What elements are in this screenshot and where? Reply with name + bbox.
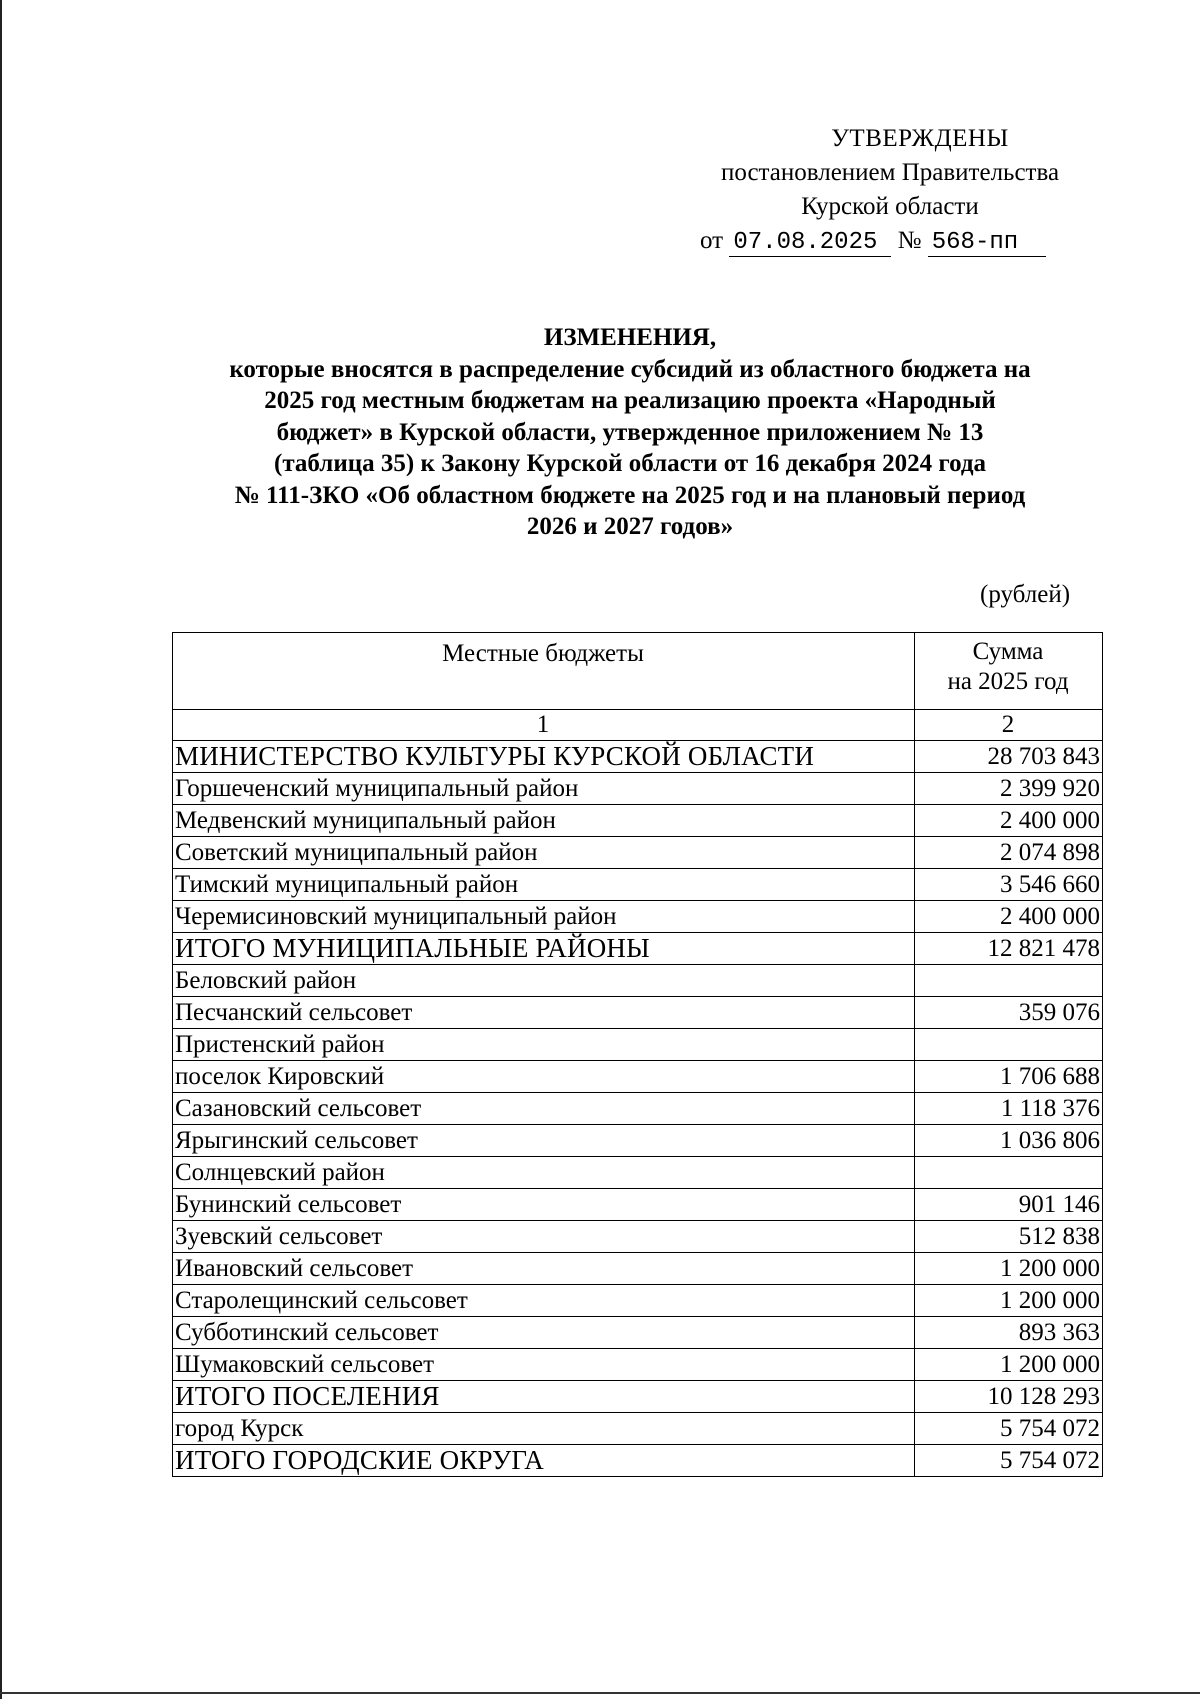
budget-amount-cell: 1 200 000 (915, 1285, 1103, 1317)
scan-edge-left (0, 0, 2, 1699)
approval-title: УТВЕРЖДЕНЫ (831, 125, 1009, 152)
budget-name-cell: Ивановский сельсовет (173, 1253, 915, 1285)
title-heading: ИЗМЕНЕНИЯ, (543, 324, 717, 351)
title-line: 2025 год местным бюджетам на реализацию проекта «Народный (264, 387, 996, 414)
table-row (173, 1125, 1103, 1157)
date-prefix: от (700, 227, 724, 254)
approval-block (660, 122, 1120, 258)
table-row (173, 1157, 1103, 1189)
table-row (173, 1221, 1103, 1253)
table-row (173, 1253, 1103, 1285)
budget-name-cell: Сазановский сельсовет (173, 1093, 915, 1125)
budget-name-cell: Песчанский сельсовет (173, 997, 915, 1029)
approval-date-number (660, 224, 1120, 258)
budget-amount-cell: 12 821 478 (915, 933, 1103, 965)
budget-amount-cell (915, 1029, 1103, 1061)
budget-amount-cell: 2 400 000 (915, 901, 1103, 933)
table-row (173, 1381, 1103, 1413)
budget-name-cell: Пристенский район (173, 1029, 915, 1061)
approval-date: 07.08.2025 (729, 230, 891, 257)
budget-amount-cell: 2 074 898 (915, 837, 1103, 869)
budget-amount-cell: 901 146 (915, 1189, 1103, 1221)
table-row (173, 933, 1103, 965)
budget-amount-cell: 1 706 688 (915, 1061, 1103, 1093)
table-row (173, 1093, 1103, 1125)
units-label: (рублей) (980, 581, 1071, 608)
budget-name-cell: Черемисиновский муниципальный район (173, 901, 915, 933)
table-row (173, 997, 1103, 1029)
budget-amount-cell (915, 965, 1103, 997)
table-row (173, 773, 1103, 805)
budget-name-cell: поселок Кировский (173, 1061, 915, 1093)
table-row (173, 901, 1103, 933)
table-row (173, 1285, 1103, 1317)
budget-name-cell: Солнцевский район (173, 1157, 915, 1189)
document-title (150, 322, 1110, 543)
budget-amount-cell: 1 200 000 (915, 1253, 1103, 1285)
budget-name-cell: ИТОГО МУНИЦИПАЛЬНЫЕ РАЙОНЫ (173, 933, 915, 965)
index-col-1: 1 (173, 710, 915, 741)
budget-name-cell: Бунинский сельсовет (173, 1189, 915, 1221)
budget-amount-cell: 2 399 920 (915, 773, 1103, 805)
table-row (173, 1317, 1103, 1349)
approval-number: 568-пп (928, 230, 1046, 257)
index-col-2: 2 (915, 710, 1103, 741)
budget-amount-cell: 28 703 843 (915, 741, 1103, 773)
approval-line-resolution: постановлением Правительства (720, 159, 1060, 186)
scan-edge-bottom (0, 1692, 1200, 1694)
table-row (173, 837, 1103, 869)
table-row (173, 805, 1103, 837)
header-sum (915, 633, 1103, 710)
title-line: (таблица 35) к Закону Курской области от 16 декабря 2024 года (274, 450, 986, 477)
approval-line-region: Курской области (801, 193, 979, 220)
budget-name-cell: Тимский муниципальный район (173, 869, 915, 901)
table-index-row (173, 710, 1103, 741)
table-row (173, 1029, 1103, 1061)
budget-amount-cell: 1 200 000 (915, 1349, 1103, 1381)
header-sum-line2: на 2025 год (947, 668, 1069, 695)
title-line: бюджет» в Курской области, утвержденное приложением № 13 (276, 418, 984, 446)
table-row (173, 965, 1103, 997)
budget-name-cell: ИТОГО ПОСЕЛЕНИЯ (173, 1381, 915, 1413)
title-line: № 111-ЗКО «Об областном бюджете на 2025 год и на плановый период (234, 481, 1026, 509)
table-row (173, 1189, 1103, 1221)
budget-amount-cell: 5 754 072 (915, 1445, 1103, 1477)
budget-name-cell: Медвенский муниципальный район (173, 805, 915, 837)
budget-amount-cell: 1 118 376 (915, 1093, 1103, 1125)
header-local-budgets: Местные бюджеты (173, 633, 915, 710)
table-body (173, 741, 1103, 1477)
table-row (173, 1349, 1103, 1381)
header-sum-line1: Сумма (972, 638, 1044, 665)
budget-amount-cell (915, 1157, 1103, 1189)
title-line: 2026 и 2027 годов» (526, 513, 734, 540)
budget-amount-cell: 2 400 000 (915, 805, 1103, 837)
budget-amount-cell: 893 363 (915, 1317, 1103, 1349)
budget-amount-cell: 512 838 (915, 1221, 1103, 1253)
table-row (173, 1445, 1103, 1477)
budget-amount-cell: 10 128 293 (915, 1381, 1103, 1413)
budget-name-cell: Шумаковский сельсовет (173, 1349, 915, 1381)
budget-amount-cell: 3 546 660 (915, 869, 1103, 901)
table-row (173, 741, 1103, 773)
budget-name-cell: город Курск (173, 1413, 915, 1445)
table-header-row (173, 633, 1103, 710)
budget-name-cell: Советский муниципальный район (173, 837, 915, 869)
budget-amount-cell: 1 036 806 (915, 1125, 1103, 1157)
budget-table (172, 632, 1103, 1477)
budget-amount-cell: 359 076 (915, 997, 1103, 1029)
budget-name-cell: Зуевский сельсовет (173, 1221, 915, 1253)
budget-name-cell: МИНИСТЕРСТВО КУЛЬТУРЫ КУРСКОЙ ОБЛАСТИ (173, 741, 915, 773)
budget-name-cell: Беловский район (173, 965, 915, 997)
budget-name-cell: ИТОГО ГОРОДСКИЕ ОКРУГА (173, 1445, 915, 1477)
title-line: которые вносятся в распределение субсидий из областного бюджета на (229, 355, 1031, 383)
table-row (173, 1413, 1103, 1445)
budget-name-cell: Старолещинский сельсовет (173, 1285, 915, 1317)
budget-amount-cell: 5 754 072 (915, 1413, 1103, 1445)
number-prefix: № (897, 227, 922, 254)
table-row (173, 1061, 1103, 1093)
budget-name-cell: Горшеченский муниципальный район (173, 773, 915, 805)
budget-name-cell: Субботинский сельсовет (173, 1317, 915, 1349)
table-row (173, 869, 1103, 901)
budget-name-cell: Ярыгинский сельсовет (173, 1125, 915, 1157)
